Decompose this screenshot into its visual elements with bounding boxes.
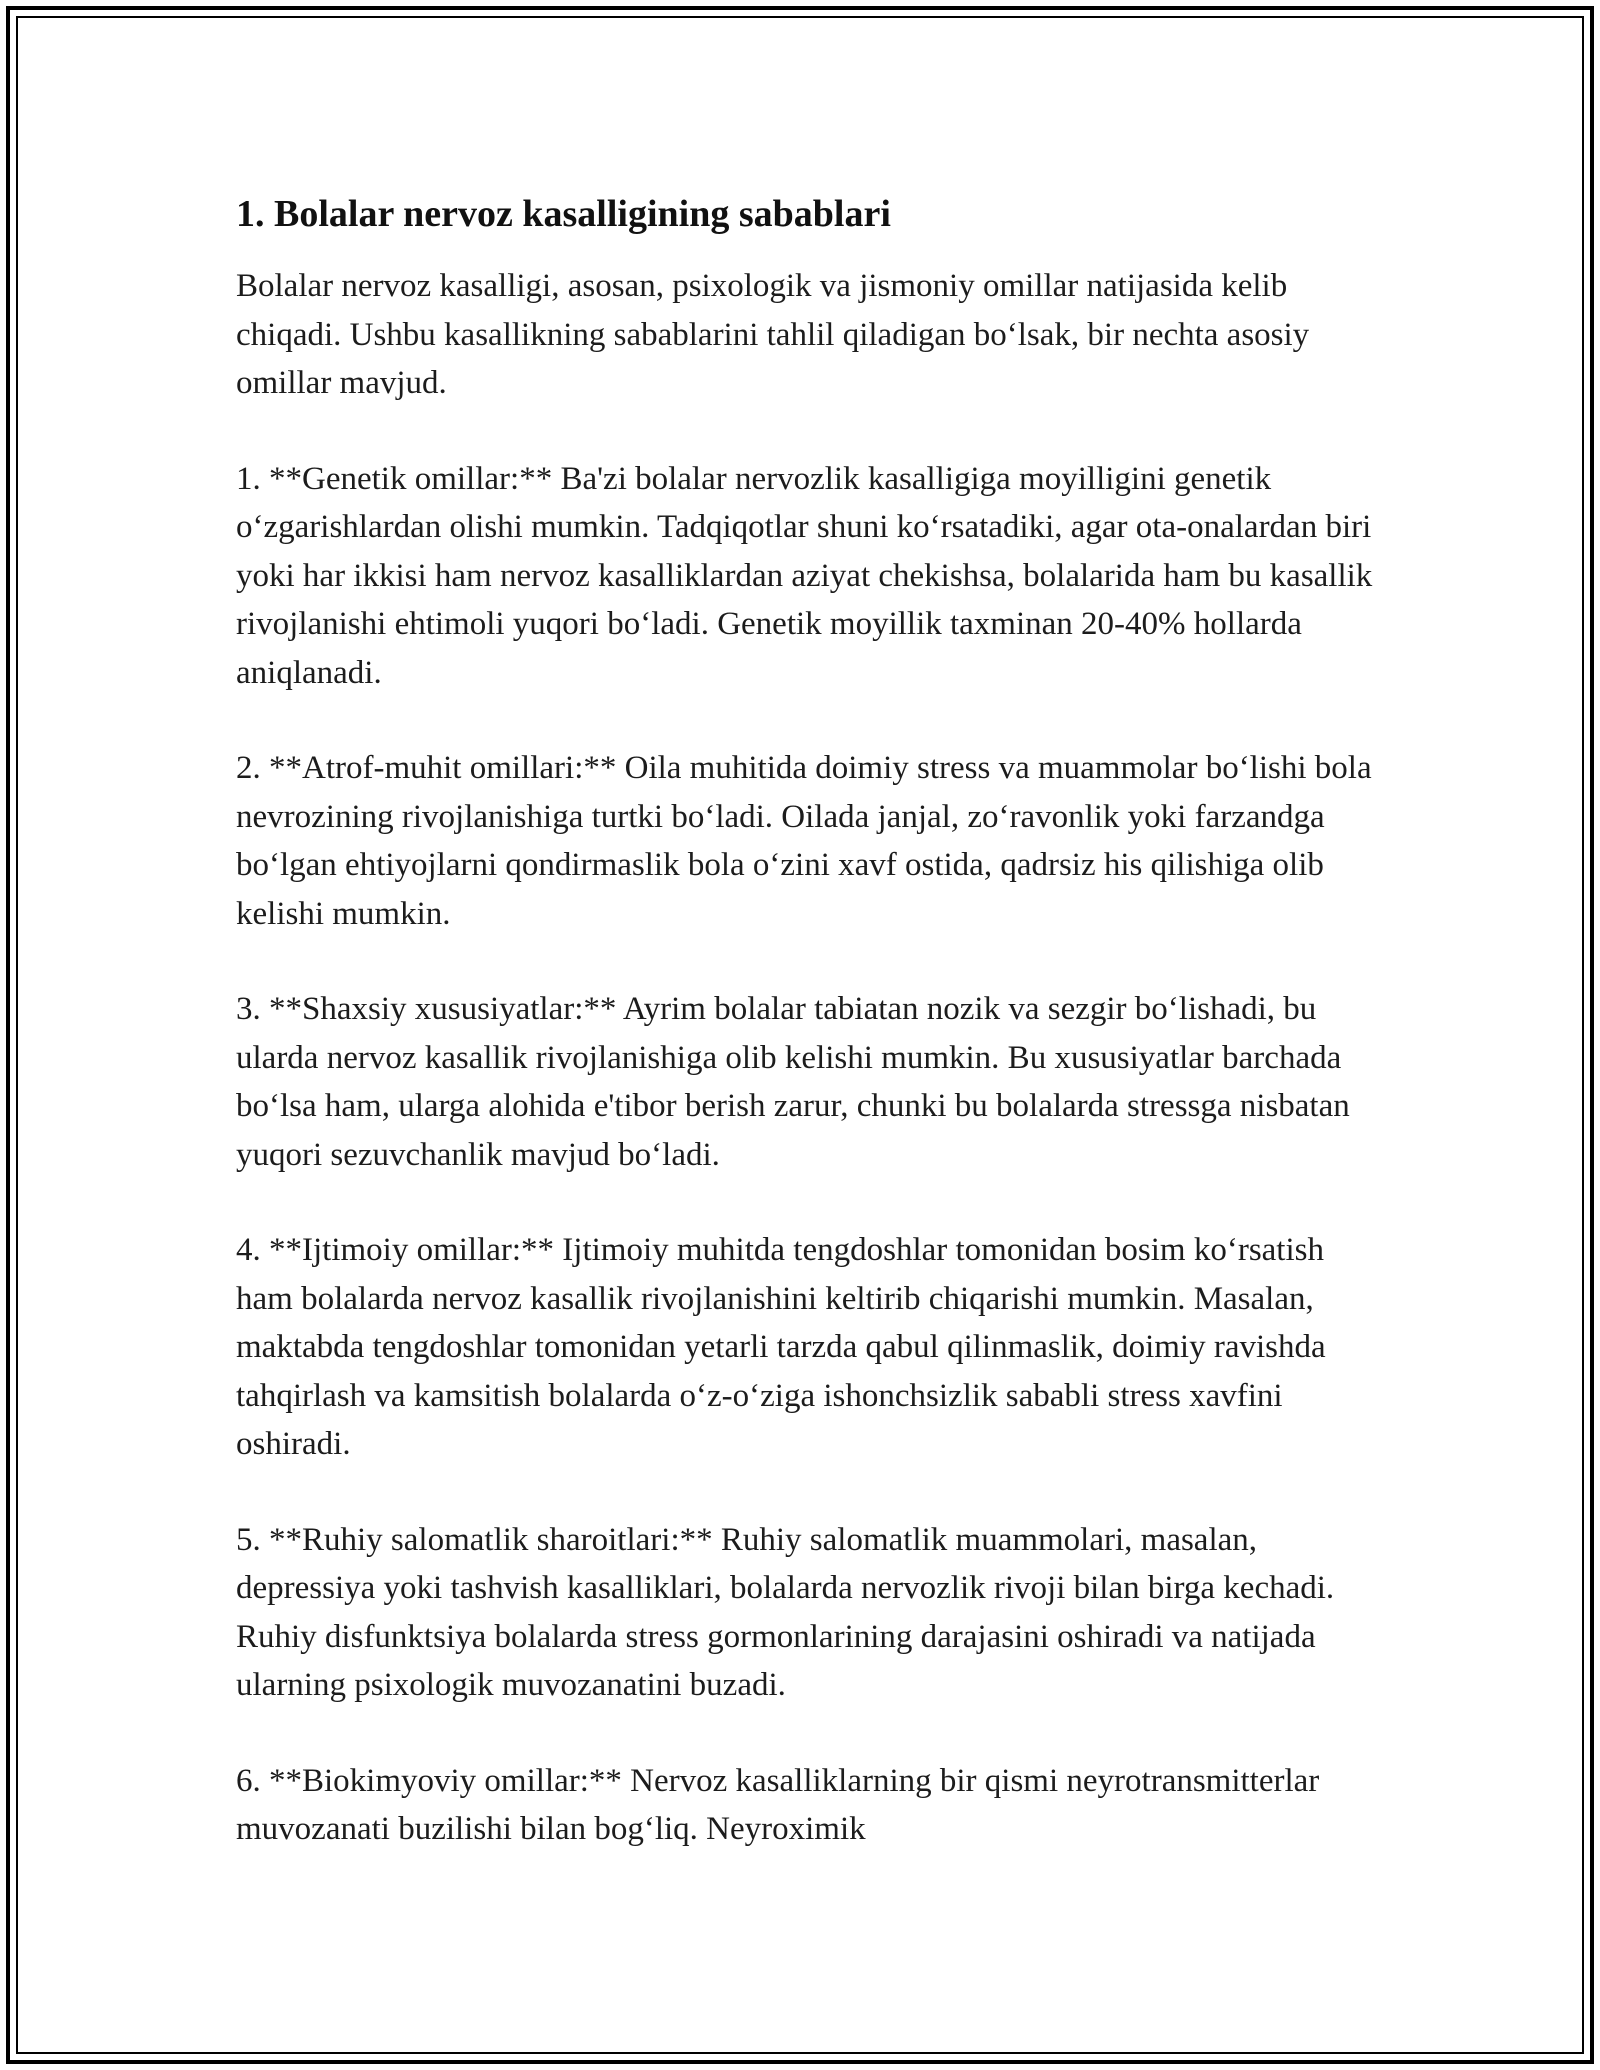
cause-item-mental-health: 5. **Ruhiy salomatlik sharoitlari:** Ruhiy salomatlik muammolari, masalan, depressiya yoki tashvish kasalliklari, bolalarda nervozlik rivoji bilan birga kechadi. Ruhiy disfunktsiya bolalarda stress gormonlarining darajasini oshiradi va natijada ularning psixologik muvozanatini buzadi.	[236, 1521, 1335, 1703]
cause-item-genetic: 1. **Genetik omillar:** Ba'zi bolalar nervozlik kasalligiga moyilligini genetik o‘zgarishlardan olishi mumkin. Tadqiqotlar shuni ko‘rsatadiki, agar ota-onalardan biri yoki har ikkisi ham nervoz kasalliklardan aziyat chekishsa, bolalarida ham bu kasallik rivojlanishi ehtimoli yuqori bo‘ladi. Genetik moyillik taxminan 20-40% hollarda aniqlanadi.	[236, 460, 1373, 691]
intro-paragraph: Bolalar nervoz kasalligi, asosan, psixologik va jismoniy omillar natijasida kelib chiqadi. Ushbu kasallikning sabablarini tahlil qiladigan bo‘lsak, bir nechta asosiy omillar mavjud.	[236, 268, 1310, 401]
section-heading: 1. Bolalar nervoz kasalligining sabablari	[236, 193, 891, 235]
cause-item-personality: 3. **Shaxsiy xususiyatlar:** Ayrim bolalar tabiatan nozik va sezgir bo‘lishadi, bu ularda nervoz kasallik rivojlanishiga olib kelishi mumkin. Bu xususiyatlar barchada bo‘lsa ham, ularga alohida e'tibor berish zarur, chunki bu bolalarda stressga nisbatan yuqori sezuvchanlik mavjud bo‘ladi.	[236, 991, 1350, 1173]
cause-item-biochemical: 6. **Biokimyoviy omillar:** Nervoz kasalliklarning bir qismi neyrotransmitterlar muvozanati buzilishi bilan bog‘liq. Neyroximik	[236, 1762, 1320, 1847]
cause-item-social: 4. **Ijtimoiy omillar:** Ijtimoiy muhitda tengdoshlar tomonidan bosim ko‘rsatish ham bolalarda nervoz kasallik rivojlanishini keltirib chiqarishi mumkin. Masalan, maktabda tengdoshlar tomonidan yetarli tarzda qabul qilinmaslik, doimiy ravishda tahqirlash va kamsitish bolalarda o‘z-o‘ziga ishonchsizlik sababli stress xavfini oshiradi.	[236, 1232, 1326, 1462]
document-body	[236, 186, 1386, 1854]
cause-item-environment: 2. **Atrof-muhit omillari:** Oila muhitida doimiy stress va muammolar bo‘lishi bola nevrozining rivojlanishiga turtki bo‘ladi. Oilada janjal, zo‘ravonlik yoki farzandga bo‘lgan ehtiyojlarni qondirmaslik bola o‘zini xavf ostida, qadrsiz his qilishiga olib kelishi mumkin.	[236, 750, 1372, 932]
